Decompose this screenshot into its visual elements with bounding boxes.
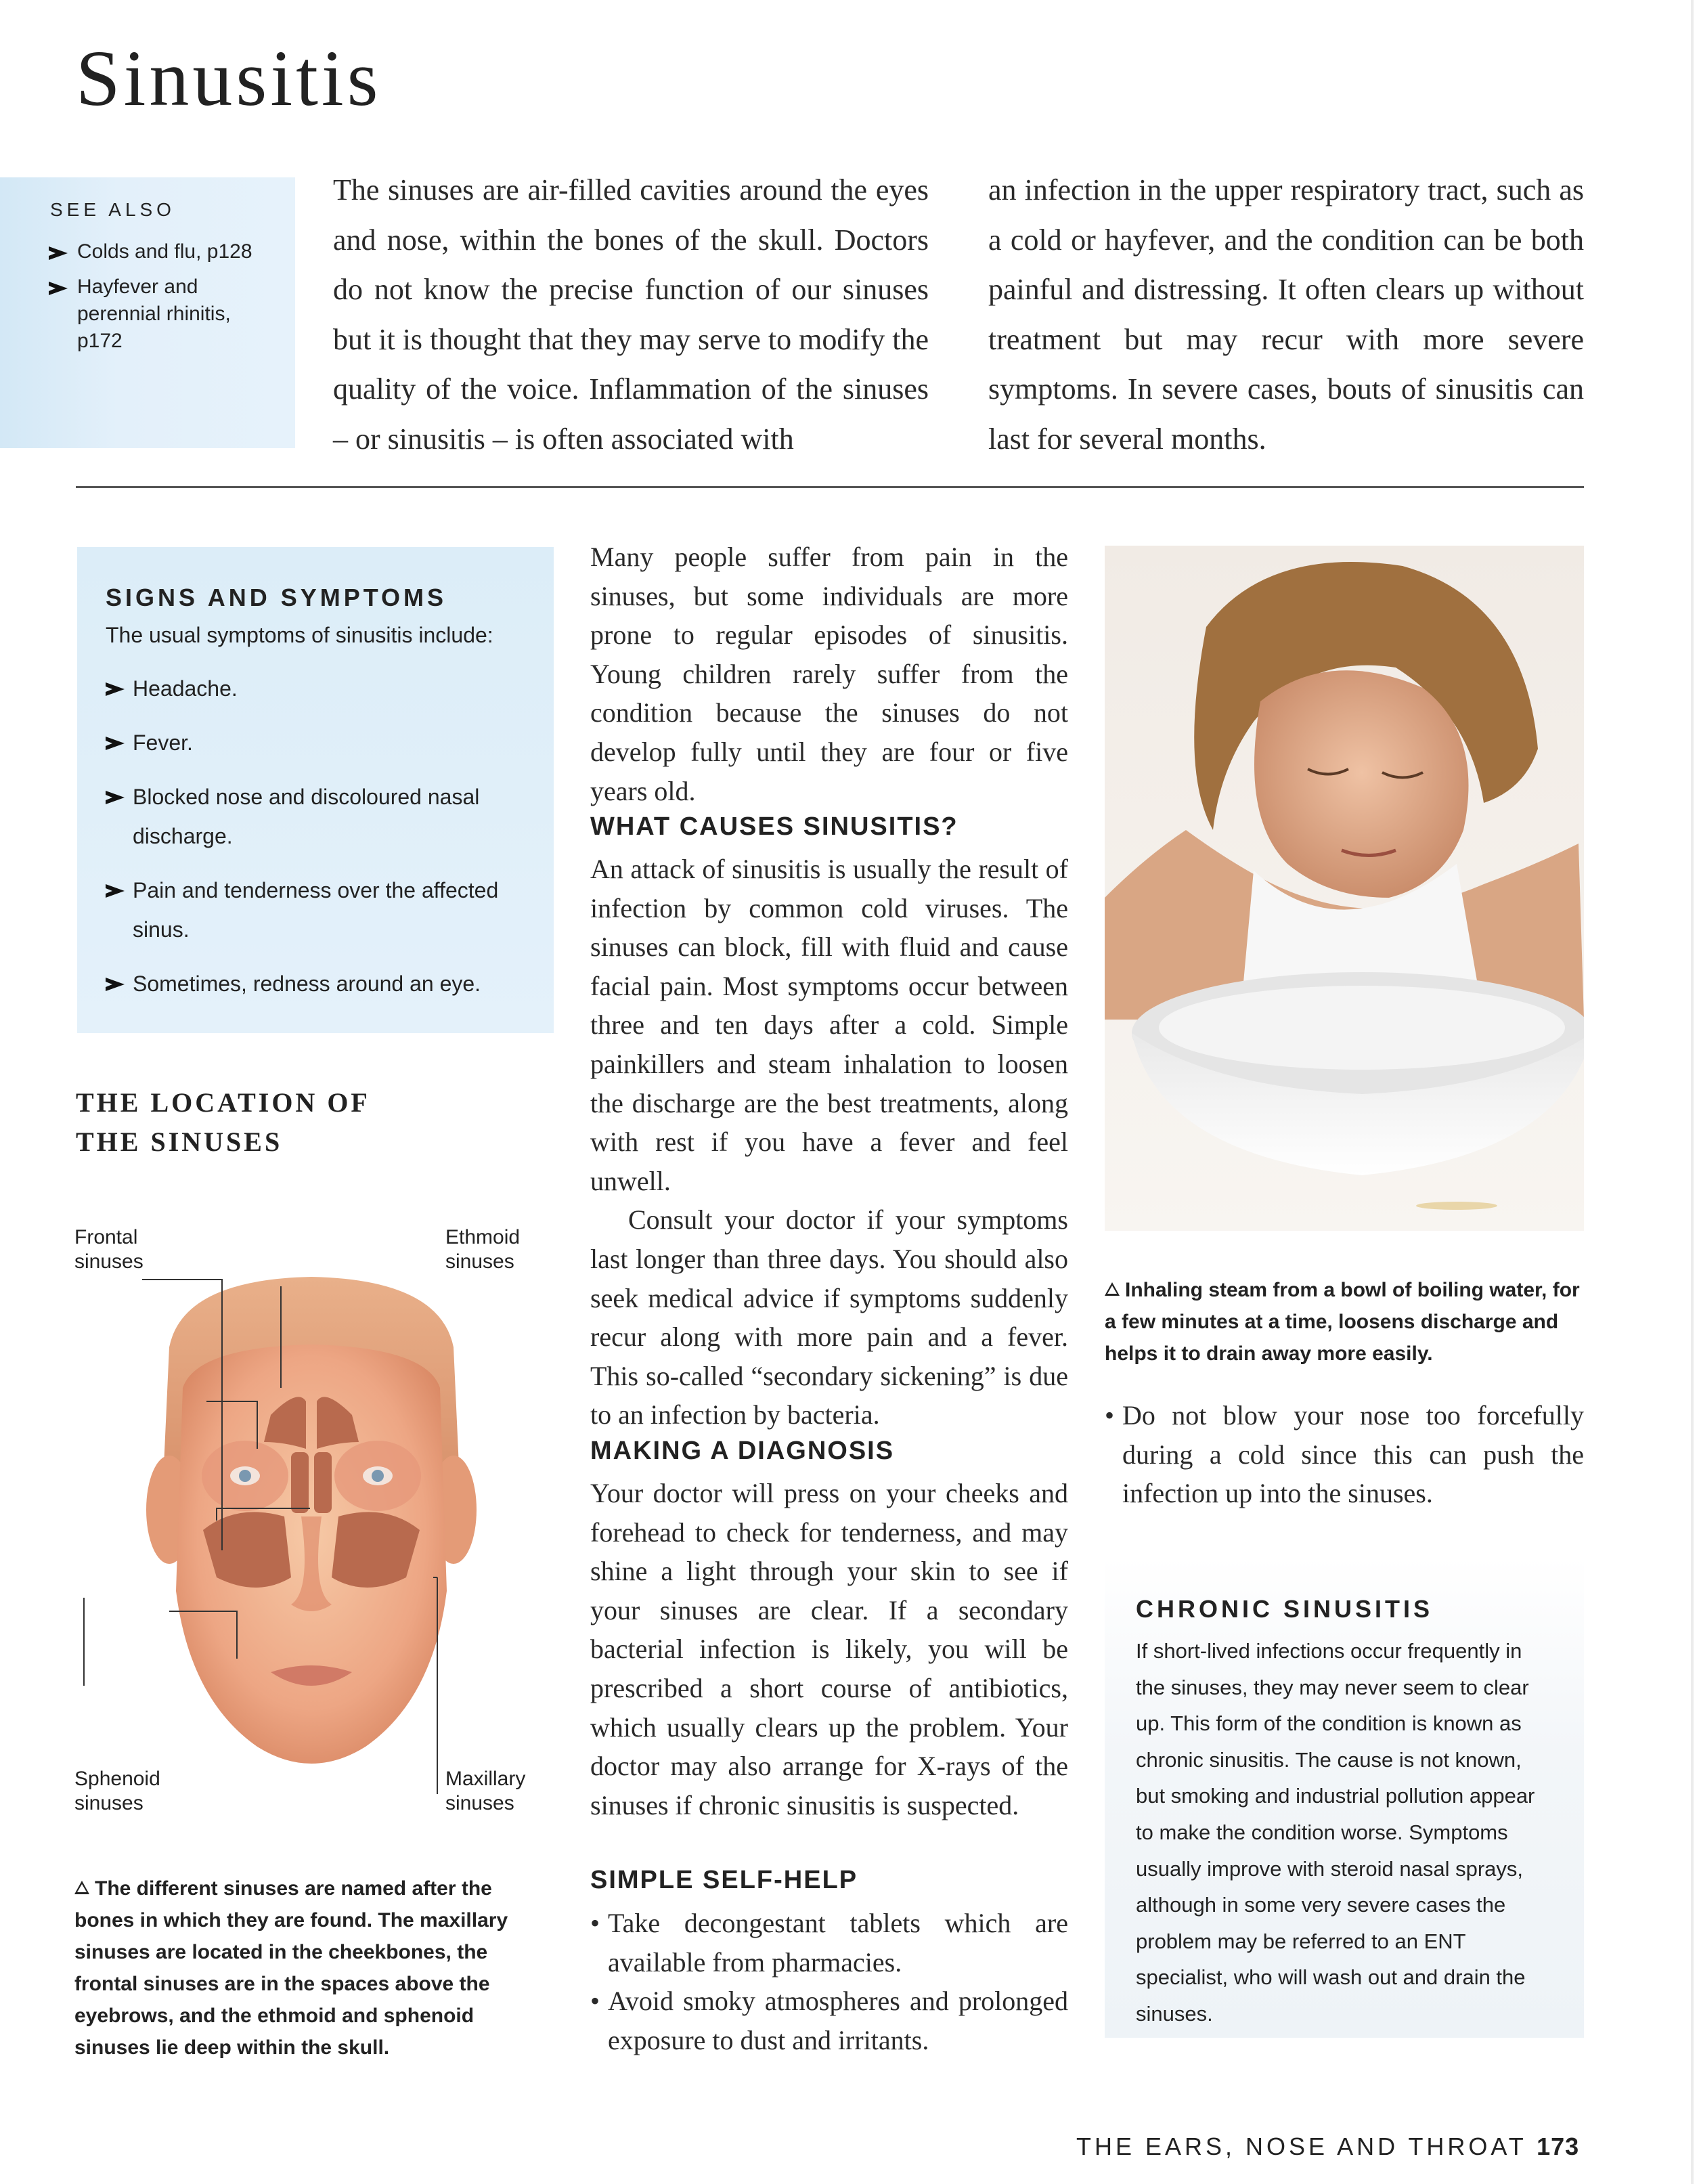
location-heading-line-2: THE SINUSES — [76, 1127, 283, 1157]
label-line: Maxillary — [445, 1768, 526, 1790]
see-also-box — [0, 177, 295, 448]
footer-section: THE EARS, NOSE AND THROAT — [1076, 2133, 1527, 2160]
causes-paragraph-1: An attack of sinusitis is usually the result of infection by common cold viruses. The sinuses can block, fill with fluid and cause facial pain. Most symptoms occur between three and ten days after a cold. Simple painkillers and steam inhalation to loosen the discharge are the best treatments, along with rest if you have a fever and feel unwell. — [590, 854, 1068, 1196]
arrow-bullet-icon — [106, 791, 125, 804]
label-frontal-sinuses — [74, 1225, 144, 1274]
symptom-label: Headache. — [133, 676, 238, 701]
photo-caption — [1105, 1274, 1584, 1370]
symptom-item — [106, 669, 539, 708]
see-also-item-label: Colds and flu, p128 — [77, 240, 252, 263]
symptom-label: Fever. — [133, 730, 193, 755]
signs-intro: The usual symptoms of sinusitis include: — [106, 623, 493, 647]
symptom-item — [106, 871, 539, 949]
arrow-bullet-icon — [49, 246, 68, 260]
label-line: Sphenoid — [74, 1768, 160, 1790]
triangle-up-icon — [74, 1881, 89, 1894]
chronic-text: If short-lived infections occur frequently in the sinuses, they may never seem to clear up. This form of the condition is known as chronic sinusitis. The cause is not known, but smoking and industrial pollution appear to make the condition worse. Symptoms usually improve with steroid nasal sprays, although in some very severe cases the problem may be referred to an ENT specialist, who will wash out and drain the sinuses. — [1136, 1639, 1535, 2026]
label-maxillary-sinuses — [445, 1767, 525, 1816]
self-help-list-continued — [1105, 1396, 1584, 1513]
see-also-heading: SEE ALSO — [50, 199, 175, 220]
chronic-heading: CHRONIC SINUSITIS — [1136, 1595, 1434, 1623]
symptom-list — [106, 669, 539, 1018]
woman-bowl-image — [1105, 546, 1584, 1231]
paragraph-intro-main: Many people suffer from pain in the sinuses, but some individuals are more prone to regular episodes of sinusitis. Young children rarely suffer from the condition because the sinuses do not develop fully until they are four or five years old. — [590, 542, 1068, 806]
causes-paragraph-2: Consult your doctor if your symptoms last longer than three days. You should also seek medical advice if symptoms suddenly recur along with more pain and a fever. This so-called “secondary sickening” is due to an infection by bacteria. — [590, 1204, 1068, 1430]
photo-caption-text: Inhaling steam from a bowl of boiling water, for a few minutes at a time, loosens discharge and helps it to drain away more easily. — [1105, 1279, 1580, 1365]
arrow-bullet-icon — [106, 737, 125, 750]
label-line: Frontal — [74, 1226, 138, 1248]
page-edge — [1691, 0, 1694, 2184]
arrow-bullet-icon — [106, 884, 125, 898]
causes-text — [590, 850, 1068, 1435]
label-line: sinuses — [445, 1250, 514, 1273]
self-help-item: • Take decongestant tablets which are available from pharmacies. — [590, 1904, 1068, 1982]
arrow-bullet-icon — [49, 282, 68, 295]
label-line: sinuses — [74, 1250, 144, 1273]
see-also-item-label: Hayfever and perennial rhinitis, p172 — [77, 276, 231, 352]
heading-what-causes: WHAT CAUSES SINUSITIS? — [590, 812, 958, 841]
heading-diagnosis: MAKING A DIAGNOSIS — [590, 1437, 895, 1465]
sinus-diagram — [68, 1212, 555, 1821]
see-also-list — [49, 238, 279, 363]
label-line: Ethmoid — [445, 1226, 521, 1248]
see-also-item[interactable] — [49, 238, 279, 265]
location-heading — [76, 1083, 482, 1162]
symptom-label: Blocked nose and discoloured nasal discharge. — [133, 785, 480, 848]
symptom-item — [106, 723, 539, 762]
label-line: sinuses — [445, 1792, 514, 1814]
signs-heading: SIGNS AND SYMPTOMS — [106, 584, 447, 611]
diagram-caption — [74, 1873, 535, 2063]
arrow-bullet-icon — [106, 682, 125, 696]
page-footer — [1076, 2133, 1579, 2161]
label-sphenoid-sinuses — [74, 1767, 160, 1816]
intro-column-2: an infection in the upper respiratory tract, such as a cold or hayfever, and the condition can be both painful and distressing. It often clears up without treatment but may recur with more severe symptoms. In severe cases, bouts of sinusitis can last for several months. — [988, 173, 1584, 456]
page-title: Sinusitis — [76, 34, 382, 123]
see-also-item[interactable] — [49, 274, 279, 355]
triangle-up-icon — [1105, 1282, 1120, 1296]
face-illustration — [68, 1212, 555, 1821]
label-line: sinuses — [74, 1792, 144, 1814]
section-divider — [76, 486, 1584, 488]
location-heading-line-1: THE LOCATION OF — [76, 1087, 370, 1118]
symptom-item — [106, 777, 539, 856]
self-help-item: • Avoid smoky atmospheres and prolonged exposure to dust and irritants. — [590, 1982, 1068, 2059]
steam-inhalation-photo — [1105, 546, 1584, 1231]
self-help-item: • Do not blow your nose too forcefully during a cold since this can push the infection up into the sinuses. — [1105, 1396, 1584, 1513]
symptom-item — [106, 964, 539, 1003]
signs-symptoms-box — [77, 547, 554, 1033]
symptom-label: Sometimes, redness around an eye. — [133, 971, 481, 996]
symptom-label: Pain and tenderness over the affected sinus. — [133, 878, 499, 942]
page-number: 173 — [1537, 2133, 1580, 2160]
diagram-caption-text: The different sinuses are named after the bones in which they are found. The maxillary sinuses are located in the cheekbones, the frontal sinuses are in the spaces above the eyebrows, and the ethmoid and sphenoid sinuses lie deep within the skull. — [74, 1877, 508, 2059]
chronic-sinusitis-box — [1105, 1557, 1584, 2038]
diagnosis-paragraph: Your doctor will press on your cheeks and forehead to check for tenderness, and may shine a light through your skin to see if your sinuses are clear. If a secondary bacterial infection is likely, you will be prescribed a short course of antibiotics, which usually clears up the problem. Your doctor may also arrange for X-rays of the sinuses if chronic sinusitis is suspected. — [590, 1478, 1068, 1820]
heading-self-help: SIMPLE SELF-HELP — [590, 1866, 858, 1894]
intro-column-1: The sinuses are air-filled cavities around the eyes and nose, within the bones of the skull. Doctors do not know the precise function of our sinuses but it is thought that they may serve to modify the quality of the voice. Inflammation of the sinuses – or sinusitis – is often associated with — [333, 173, 929, 456]
self-help-list — [590, 1904, 1068, 2059]
arrow-bullet-icon — [106, 978, 125, 991]
label-ethmoid-sinuses — [445, 1225, 520, 1274]
